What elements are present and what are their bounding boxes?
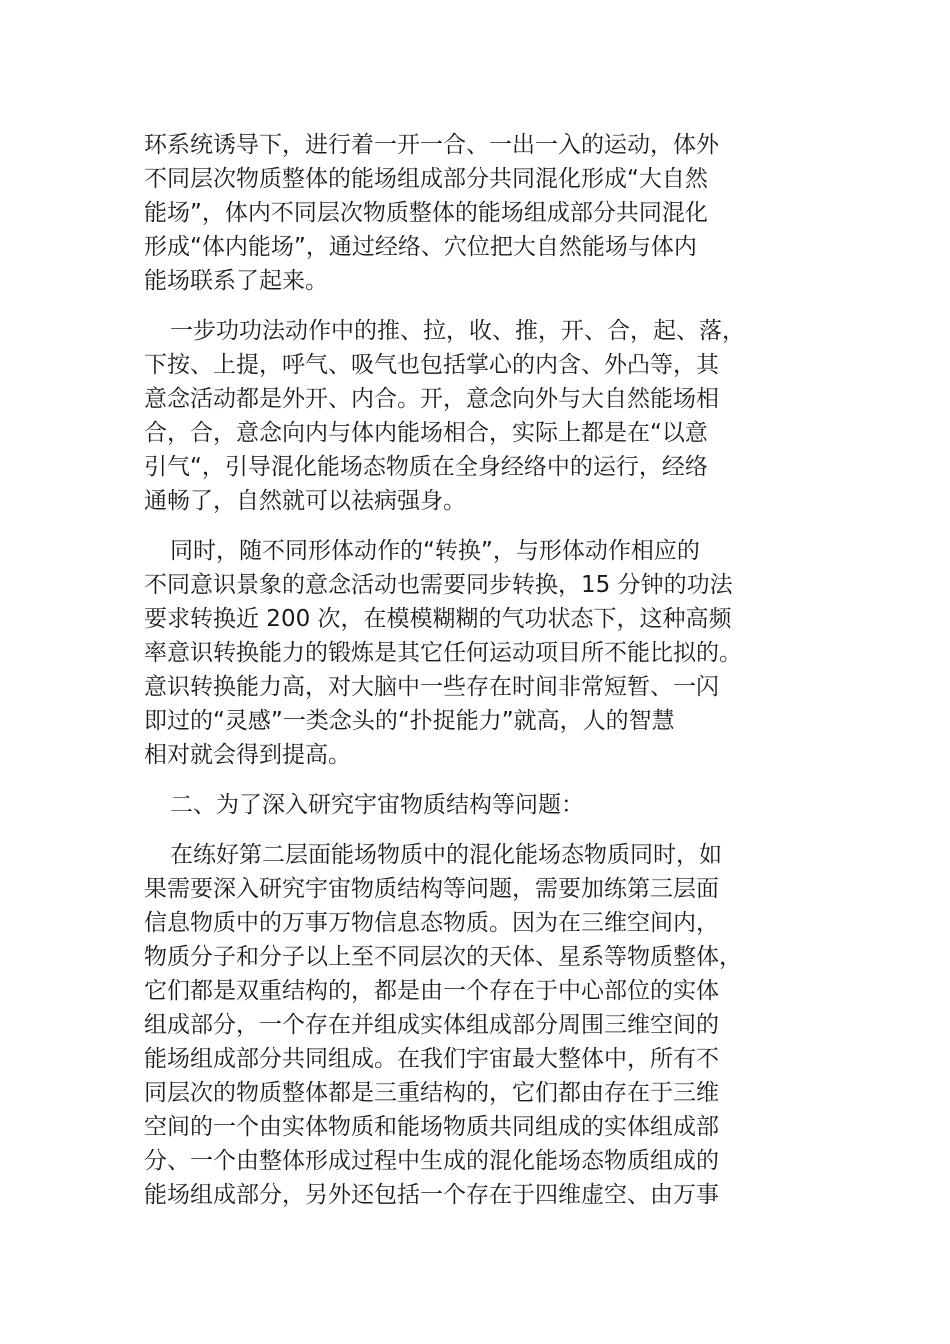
text-line: 相对就会得到提高。 xyxy=(144,742,351,768)
text-line: 同层次的物质整体都是三重结构的，它们都由存在于三维 xyxy=(144,1080,719,1106)
text-line: 引气“，引导混化能场态物质在全身经络中的运行，经络 xyxy=(144,454,708,480)
text-line: 率意识转换能力的锻炼是其它任何运动项目所不能比拟的。 xyxy=(144,640,742,666)
text-line: 通畅了，自然就可以祛病强身。 xyxy=(144,488,466,514)
text-line: 即过的“灵感”一类念头的“扑捉能力”就高，人的智慧 xyxy=(144,708,675,734)
paragraph-3 xyxy=(144,534,804,772)
text-line: 合，合，意念向内与体内能场相合，实际上都是在“以意 xyxy=(144,420,708,446)
text-line: 果需要深入研究宇宙物质结构等问题，需要加练第三层面 xyxy=(144,876,719,902)
text-line: 一步功功法动作中的推、拉，收、推，开、合，起、落， xyxy=(170,318,745,344)
body-text xyxy=(144,128,804,1228)
text-line: 下按、上提，呼气、吸气也包括掌心的内含、外凸等，其 xyxy=(144,352,719,378)
text-line: 信息物质中的万事万物信息态物质。因为在三维空间内， xyxy=(144,910,719,936)
text-line: 分、一个由整体形成过程中生成的混化能场态物质组成的 xyxy=(144,1148,719,1174)
paragraph-2 xyxy=(144,314,804,518)
text-line: 意识转换能力高，对大脑中一些存在时间非常短暂、一闪 xyxy=(144,674,719,700)
text-line: 能场组成部分共同组成。在我们宇宙最大整体中，所有不 xyxy=(144,1046,719,1072)
text-line: 空间的一个由实体物质和能场物质共同组成的实体组成部 xyxy=(144,1114,719,1140)
text-line: 能场”，体内不同层次物质整体的能场组成部分共同混化 xyxy=(144,200,708,226)
text-line: 它们都是双重结构的，都是由一个存在于中心部位的实体 xyxy=(144,978,719,1004)
text-line: 要求转换近 200 次，在模模糊糊的气功状态下，这种高频 xyxy=(144,606,732,632)
text-line: 形成“体内能场”，通过经络、穴位把大自然能场与体内 xyxy=(144,234,697,260)
paragraph-1 xyxy=(144,128,804,298)
text-line: 不同层次物质整体的能场组成部分共同混化形成“大自然 xyxy=(144,166,708,192)
text-line: 环系统诱导下，进行着一开一合、一出一入的运动，体外 xyxy=(144,132,719,158)
text-line: 能场联系了起来。 xyxy=(144,268,328,294)
paragraph-5 xyxy=(144,838,804,1212)
text-line: 物质分子和分子以上至不同层次的天体、星系等物质整体， xyxy=(144,944,742,970)
text-line: 组成部分，一个存在并组成实体组成部分周围三维空间的 xyxy=(144,1012,719,1038)
text-line: 能场组成部分，另外还包括一个存在于四维虚空、由万事 xyxy=(144,1182,719,1208)
heading-line: 二、为了深入研究宇宙物质结构等问题： xyxy=(170,792,584,818)
text-line: 意念活动都是外开、内合。开，意念向外与大自然能场相 xyxy=(144,386,719,412)
text-line: 在练好第二层面能场物质中的混化能场态物质同时，如 xyxy=(170,842,722,868)
section-heading xyxy=(144,788,804,822)
text-line: 不同意识景象的意念活动也需要同步转换，15 分钟的功法 xyxy=(144,572,733,598)
text-line: 同时，随不同形体动作的“转换”，与形体动作相应的 xyxy=(170,538,700,564)
